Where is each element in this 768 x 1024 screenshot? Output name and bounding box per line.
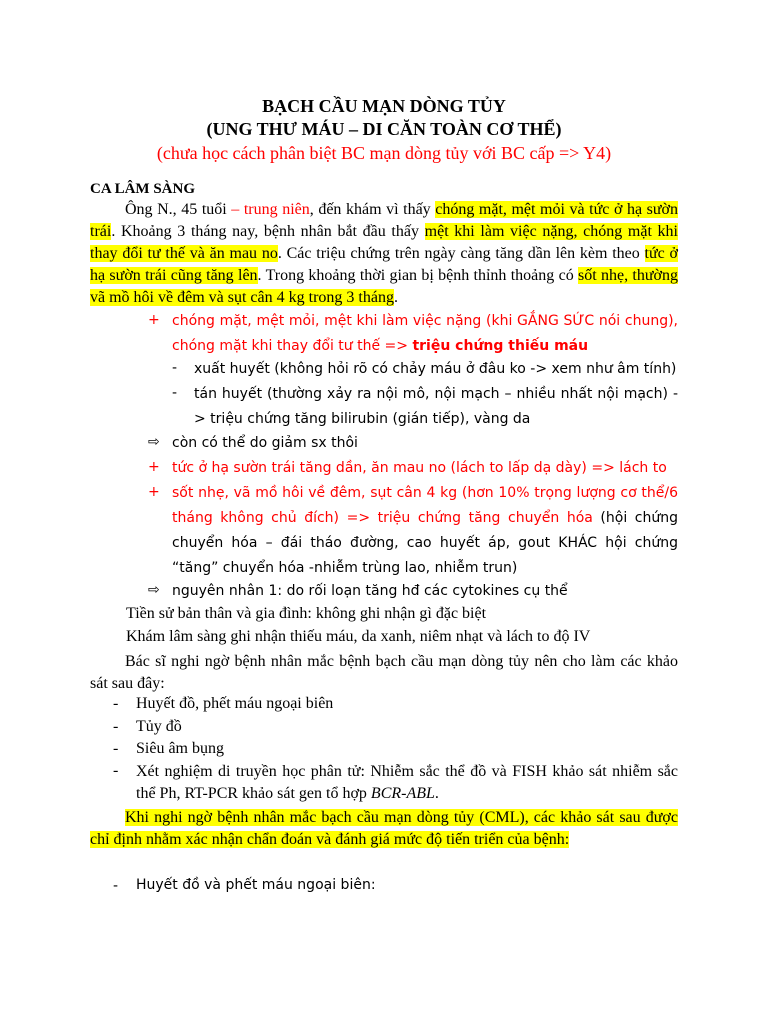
case-text: . Khoảng 3 tháng nay, bệnh nhân bắt đầu thấy [111,223,425,240]
note-metabolism [172,481,678,581]
highlight-symptom: sốt nhẹ, thường vã mồ hôi về đêm và sụt cân 4 kg trong 3 tháng [90,267,678,306]
case-text: Ông N., 45 tuổi [125,201,232,218]
test-text: . [434,785,439,802]
dash-marker: - [172,385,178,401]
note-hemolysis: tán huyết (thường xảy ra nội mô, nội mạch – nhiều nhất nội mạch) -> triệu chứng tăng bilirubin (gián tiếp), vàng da [194,386,678,427]
test-item: Tủy đồ [136,718,182,735]
dash-marker: - [113,740,119,757]
highlight-conclusion: Khi nghi ngờ bệnh nhân mắc bạch cầu mạn dòng tủy (CML), các khảo sát sau được chỉ định nhằm xác nhận chẩn đoán và đánh giá mức độ tiến triển của bệnh: [90,809,678,848]
note-production: còn có thể do giảm sx thôi [172,435,358,451]
dash-marker: - [113,762,119,779]
document-note: (chưa học cách phân biệt BC mạn dòng tủy với BC cấp => Y4) [156,143,612,163]
dash-marker: - [172,360,178,376]
note-anemia [172,309,678,359]
plus-marker: + [148,484,160,500]
case-text: . Các triệu chứng trên ngày càng tăng dần lên kèm theo [277,245,645,262]
note-text: sốt nhẹ, vã mồ hôi về đêm, sụt cân 4 kg (hơn 10% trọng lượng cơ thể/6 tháng không chủ đích) => triệu chứng tăng chuyển hóa [172,485,678,526]
case-age-note: – trung niên [231,201,310,218]
test-text: Xét nghiệm di truyền học phân tử: Nhiễm sắc thể đồ và FISH khảo sát nhiễm sắc thể Ph, RT-PCR khảo sát gen tổ hợp [136,763,678,802]
conclusion [90,807,678,851]
note-text: (hội chứng chuyển hóa – đái tháo đường, cao huyết áp, gout KHÁC hội chứng “tăng” chuyển hóa -nhiễm trùng lao, nhiễm trun) [172,510,678,576]
note-emphasis: triệu chứng thiếu máu [412,338,589,354]
test-item: Siêu âm bụng [136,740,224,757]
case-text: . Trong khoảng thời gian bị bệnh thỉnh thoảng có [257,267,579,284]
plus-marker: + [148,459,160,475]
test-item: Huyết đồ, phết máu ngoại biên [136,695,334,712]
note-text: chóng mặt, mệt mỏi, mệt khi làm việc nặng (khi GẮNG SỨC nói chung), chóng mặt khi thay đổi tư thế => [172,313,678,354]
dash-marker: - [113,718,119,735]
exam-line: Khám lâm sàng ghi nhận thiếu máu, da xanh, niêm nhạt và lách to độ IV [126,628,591,645]
doctor-suspicion: Bác sĩ nghi ngờ bệnh nhân mắc bệnh bạch cầu mạn dòng tủy nên cho làm các khảo sát sau đây: [90,653,678,692]
last-item: Huyết đồ và phết máu ngoại biên: [136,877,376,893]
document-title: BẠCH CẦU MẠN DÒNG TỦY [262,96,506,116]
case-paragraph [90,199,678,309]
section-heading: CA LÂM SÀNG [90,181,196,197]
highlight-symptom: chóng mặt, mệt mỏi và tức ở hạ sườn trái [90,201,679,240]
case-text: . [393,289,398,306]
note-splenomegaly: tức ở hạ sườn trái tăng dần, ăn mau no (lách to lấp dạ dày) => lách to [172,460,667,476]
case-text: , đến khám vì thấy [309,201,436,218]
note-cause: nguyên nhân 1: do rối loạn tăng hđ các cytokines cụ thể [172,583,568,599]
document-subtitle: (UNG THƯ MÁU – DI CĂN TOÀN CƠ THỂ) [206,119,562,139]
gene-name: BCR-ABL [370,785,435,802]
history-line: Tiền sử bản thân và gia đình: không ghi nhận gì đặc biệt [126,605,487,622]
dash-marker: - [113,878,119,894]
plus-marker: + [148,312,160,328]
arrow-marker: ⇨ [148,434,160,450]
dash-marker: - [113,695,119,712]
highlight-symptom: mệt khi làm việc nặng, chóng mặt khi thay đổi tư thế và ăn mau no [90,223,679,262]
note-bleeding: xuất huyết (không hỏi rõ có chảy máu ở đâu ko -> xem như âm tính) [194,361,677,377]
test-item [136,761,678,805]
arrow-marker: ⇨ [148,582,160,598]
highlight-symptom: tức ở hạ sườn trái cũng tăng lên [90,245,678,284]
